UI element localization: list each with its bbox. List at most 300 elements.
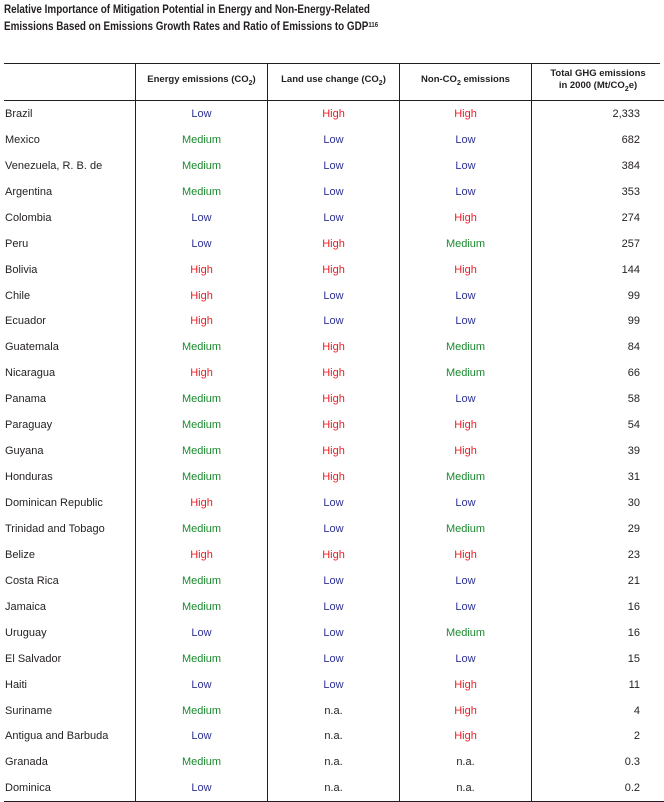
energy-cell [136,672,268,698]
nonco2-cell-value: Low [455,574,476,587]
country-cell-value: Guatemala [5,341,59,354]
nonco2-cell [400,360,532,386]
landuse-cell [268,360,400,386]
landuse-cell [268,179,400,205]
nonco2-cell-value: High [454,107,477,120]
country-cell [4,386,136,412]
country-cell [4,360,136,386]
total-cell [532,490,664,516]
table-row [4,620,664,646]
nonco2-cell [400,386,532,412]
header-nonco2-post: emissions [460,74,510,86]
total-cell-value: 257 [621,237,640,250]
energy-cell [136,179,268,205]
header-nonco2 [400,64,532,101]
table-row [4,516,664,542]
landuse-cell-value: Low [323,652,344,665]
total-cell [532,360,664,386]
energy-cell-value: Low [191,730,212,743]
landuse-cell [268,646,400,672]
nonco2-cell-value: n.a. [456,782,475,795]
nonco2-cell [400,334,532,360]
total-cell [532,568,664,594]
country-cell-value: Dominica [5,782,51,795]
landuse-cell [268,749,400,775]
energy-cell-value: Medium [181,445,222,458]
landuse-cell-value: Low [323,626,344,639]
landuse-cell [268,775,400,801]
table-row [4,127,664,153]
country-cell [4,257,136,283]
nonco2-cell-value: n.a. [456,756,475,769]
total-cell [532,257,664,283]
table-row [4,646,664,672]
energy-cell-value: Low [191,626,212,639]
landuse-cell-value: High [322,548,345,561]
energy-cell [136,334,268,360]
landuse-cell [268,672,400,698]
landuse-cell-value: High [322,263,345,276]
landuse-cell [268,153,400,179]
country-cell [4,283,136,309]
table-row [4,231,664,257]
total-cell-value: 30 [627,497,640,510]
energy-cell-value: Low [191,237,212,250]
country-cell [4,698,136,724]
total-cell-value: 29 [627,522,640,535]
nonco2-cell [400,672,532,698]
total-cell-value: 15 [627,652,640,665]
landuse-cell [268,464,400,490]
header-energy-sub: 2 [248,79,253,87]
table-row [4,438,664,464]
energy-cell-value: Medium [181,471,222,484]
total-cell [532,672,664,698]
country-cell-value: Bolivia [5,263,38,276]
country-cell [4,594,136,620]
total-cell-value: 54 [627,419,640,432]
total-cell [532,386,664,412]
nonco2-cell-value: Low [455,600,476,613]
total-cell [532,516,664,542]
header-landuse-end: ) [382,74,386,86]
country-cell-value: Colombia [5,211,52,224]
total-cell-value: 31 [627,471,640,484]
country-cell [4,334,136,360]
total-cell [532,646,664,672]
country-cell [4,542,136,568]
total-cell [532,724,664,750]
country-cell-value: Granada [5,756,48,769]
landuse-cell-value: Low [323,600,344,613]
nonco2-cell [400,412,532,438]
nonco2-cell-value: High [454,730,477,743]
table-row [4,568,664,594]
energy-cell [136,101,268,127]
header-row [4,64,664,101]
total-cell-value: 0.3 [624,756,640,769]
total-cell-value: 21 [627,574,640,587]
landuse-cell-value: High [322,237,345,250]
total-cell [532,698,664,724]
total-cell-value: 144 [621,263,640,276]
energy-cell [136,542,268,568]
country-cell-value: Nicaragua [5,367,56,380]
energy-cell [136,205,268,231]
country-cell-value: Argentina [5,185,53,198]
table-row [4,698,664,724]
total-cell [532,205,664,231]
energy-cell [136,153,268,179]
country-cell [4,672,136,698]
energy-cell-value: Medium [181,652,222,665]
country-cell-value: El Salvador [5,652,62,665]
landuse-cell [268,516,400,542]
energy-cell [136,464,268,490]
landuse-cell [268,127,400,153]
landuse-cell-value: n.a. [324,730,343,743]
nonco2-cell-value: Medium [445,341,486,354]
total-cell-value: 58 [627,393,640,406]
energy-cell-value: Medium [181,185,222,198]
energy-cell-value: Low [191,211,212,224]
total-cell-value: 99 [627,289,640,302]
energy-cell-value: Medium [181,704,222,717]
country-cell [4,775,136,801]
nonco2-cell [400,749,532,775]
title-line-2 [4,19,554,36]
country-cell-value: Dominican Republic [5,497,103,510]
total-cell [532,438,664,464]
table-row [4,179,664,205]
landuse-cell [268,101,400,127]
landuse-cell-value: High [322,471,345,484]
landuse-cell [268,205,400,231]
landuse-cell [268,412,400,438]
landuse-cell-value: Low [323,159,344,172]
total-cell-value: 16 [627,626,640,639]
landuse-cell [268,698,400,724]
nonco2-cell-value: Low [455,497,476,510]
header-total [532,64,664,101]
energy-cell-value: Low [191,107,212,120]
nonco2-cell [400,101,532,127]
nonco2-cell-value: Medium [445,237,486,250]
nonco2-cell [400,568,532,594]
landuse-cell-value: n.a. [324,756,343,769]
landuse-cell-value: High [322,419,345,432]
nonco2-cell [400,309,532,335]
header-country [4,64,136,101]
table-row [4,724,664,750]
title-line-1: Relative Importance of Mitigation Potential in Energy and Non-Energy-Related [4,4,370,16]
table-row [4,153,664,179]
total-cell [532,309,664,335]
energy-cell-value: Low [191,678,212,691]
country-cell [4,412,136,438]
energy-cell [136,594,268,620]
landuse-cell [268,620,400,646]
country-cell [4,309,136,335]
country-cell [4,490,136,516]
energy-cell [136,257,268,283]
total-cell-value: 0.2 [624,782,640,795]
landuse-cell [268,386,400,412]
header-total-line2-sub: 2 [624,85,629,93]
energy-cell-value: Medium [181,419,222,432]
energy-cell-value: High [190,315,213,328]
header-landuse-sub: 2 [378,79,383,87]
nonco2-cell [400,724,532,750]
country-cell-value: Suriname [5,704,53,717]
total-cell-value: 39 [627,445,640,458]
country-cell [4,438,136,464]
country-cell [4,646,136,672]
total-cell-value: 99 [627,315,640,328]
header-total-line2-pre: in 2000 (Mt/CO [558,80,625,92]
total-cell [532,334,664,360]
energy-cell [136,127,268,153]
total-cell [532,594,664,620]
landuse-cell-value: High [322,341,345,354]
energy-cell [136,516,268,542]
table-row [4,309,664,335]
table-row [4,672,664,698]
nonco2-cell [400,646,532,672]
table-row [4,490,664,516]
landuse-cell-value: n.a. [324,704,343,717]
country-cell [4,101,136,127]
country-cell [4,516,136,542]
energy-cell-value: Medium [181,159,222,172]
country-cell-value: Haiti [5,678,28,691]
country-cell-value: Chile [5,289,31,302]
total-cell [532,749,664,775]
country-cell [4,724,136,750]
total-cell [532,179,664,205]
table-row [4,749,664,775]
total-cell-value: 84 [627,341,640,354]
total-cell [532,620,664,646]
landuse-cell [268,283,400,309]
energy-cell [136,620,268,646]
nonco2-cell [400,620,532,646]
country-cell-value: Belize [5,548,35,561]
nonco2-cell [400,464,532,490]
energy-cell [136,360,268,386]
table-row [4,283,664,309]
title-footnote: 116 [368,22,379,29]
header-energy-end: ) [252,74,256,86]
energy-cell [136,698,268,724]
country-cell [4,620,136,646]
country-cell-value: Trinidad and Tobago [5,522,105,535]
energy-cell [136,386,268,412]
country-cell [4,749,136,775]
table-row [4,386,664,412]
energy-cell-value: High [190,289,213,302]
nonco2-cell [400,438,532,464]
landuse-cell [268,334,400,360]
total-cell-value: 23 [627,548,640,561]
country-cell [4,179,136,205]
nonco2-cell [400,516,532,542]
top-rule [4,63,660,64]
table-row [4,464,664,490]
header-landuse-text: Land use change (CO [281,74,379,86]
nonco2-cell [400,283,532,309]
landuse-cell-value: High [322,367,345,380]
nonco2-cell-value: High [454,445,477,458]
landuse-cell [268,490,400,516]
landuse-cell [268,309,400,335]
landuse-cell [268,542,400,568]
header-total-line2-post: e) [628,80,638,92]
nonco2-cell [400,542,532,568]
nonco2-cell-value: High [454,704,477,717]
country-cell-value: Venezuela, R. B. de [5,159,103,172]
table-row [4,101,664,127]
total-cell [532,283,664,309]
table-body [4,101,664,802]
energy-cell-value: High [190,548,213,561]
landuse-cell-value: Low [323,133,344,146]
nonco2-cell-value: Low [455,289,476,302]
total-cell [532,464,664,490]
total-cell-value: 16 [627,600,640,613]
country-cell [4,205,136,231]
total-cell [532,231,664,257]
landuse-cell-value: Low [323,185,344,198]
country-cell-value: Ecuador [5,315,46,328]
nonco2-cell [400,153,532,179]
landuse-cell-value: High [322,107,345,120]
total-cell [532,153,664,179]
nonco2-cell-value: Low [455,315,476,328]
header-energy-text: Energy emissions (CO [147,74,249,86]
country-cell-value: Panama [5,393,46,406]
energy-cell-value: High [190,263,213,276]
header-nonco2-sub: 2 [456,79,461,87]
country-cell-value: Paraguay [5,419,53,432]
country-cell [4,127,136,153]
nonco2-cell [400,698,532,724]
landuse-cell [268,594,400,620]
landuse-cell-value: Low [323,289,344,302]
header-landuse [268,64,400,101]
landuse-cell-value: n.a. [324,782,343,795]
header-energy [136,64,268,101]
energy-cell [136,646,268,672]
nonco2-cell-value: Low [455,393,476,406]
total-cell-value: 11 [628,678,640,691]
total-cell-value: 2,333 [612,107,640,120]
table-row [4,412,664,438]
nonco2-cell-value: High [454,211,477,224]
country-cell-value: Antigua and Barbuda [5,730,109,743]
country-cell-value: Honduras [5,471,53,484]
energy-cell [136,231,268,257]
energy-cell-value: High [190,367,213,380]
energy-cell-value: Medium [181,574,222,587]
nonco2-cell [400,179,532,205]
energy-cell-value: Medium [181,341,222,354]
landuse-cell-value: Low [323,211,344,224]
table-row [4,360,664,386]
nonco2-cell [400,205,532,231]
total-cell-value: 4 [633,704,640,717]
table-row [4,542,664,568]
energy-cell [136,749,268,775]
energy-cell-value: Low [191,782,212,795]
country-cell-value: Guyana [5,445,44,458]
energy-cell [136,724,268,750]
landuse-cell-value: High [322,445,345,458]
table-row [4,257,664,283]
nonco2-cell [400,127,532,153]
nonco2-cell [400,231,532,257]
title-line-2-text: Emissions Based on Emissions Growth Rates and Ratio of Emissions to GDP [4,21,369,33]
energy-cell [136,775,268,801]
total-cell-value: 2 [633,730,640,743]
total-cell-value: 66 [627,367,640,380]
country-cell [4,464,136,490]
nonco2-cell-value: High [454,419,477,432]
landuse-cell [268,568,400,594]
energy-cell-value: Medium [181,522,222,535]
nonco2-cell-value: Low [455,652,476,665]
total-cell [532,412,664,438]
total-cell [532,542,664,568]
country-cell-value: Brazil [5,107,33,120]
landuse-cell-value: Low [323,315,344,328]
energy-cell-value: High [190,497,213,510]
nonco2-cell [400,490,532,516]
energy-cell [136,283,268,309]
nonco2-cell-value: Medium [445,522,486,535]
landuse-cell [268,724,400,750]
country-cell-value: Jamaica [5,600,46,613]
country-cell [4,568,136,594]
landuse-cell-value: Low [323,574,344,587]
total-cell-value: 274 [621,211,640,224]
energy-cell-value: Medium [181,756,222,769]
landuse-cell-value: High [322,393,345,406]
header-total-line2 [532,80,664,96]
header-total-line1: Total GHG emissions [550,68,646,80]
landuse-cell [268,257,400,283]
total-cell-value: 682 [621,133,640,146]
landuse-cell [268,231,400,257]
energy-cell [136,412,268,438]
table-title [4,2,554,36]
nonco2-cell [400,257,532,283]
landuse-cell-value: Low [323,497,344,510]
mitigation-table [4,64,664,802]
total-cell-value: 353 [621,185,640,198]
nonco2-cell-value: Low [455,133,476,146]
landuse-cell-value: Low [323,522,344,535]
nonco2-cell-value: Medium [445,471,486,484]
total-cell [532,775,664,801]
nonco2-cell [400,775,532,801]
energy-cell [136,490,268,516]
nonco2-cell-value: Low [455,185,476,198]
total-cell [532,101,664,127]
country-cell [4,231,136,257]
nonco2-cell-value: Medium [445,626,486,639]
nonco2-cell-value: Low [455,159,476,172]
